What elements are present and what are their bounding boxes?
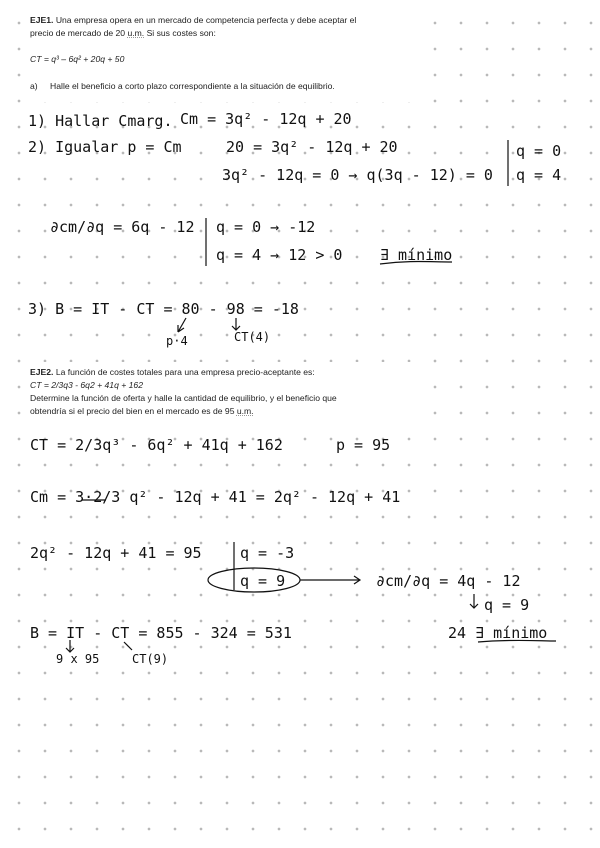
note-root-0: q = 0 [516,142,562,160]
note-root-4: q = 4 [516,166,562,184]
note-revenue: p·4 [166,334,188,348]
note-profit-2: B = IT - CT = 855 - 324 = 531 [30,624,292,642]
exercise-2-title: EJE2. [30,367,54,377]
arrow-q9 [470,594,478,608]
note-minimum: ∃ mínimo [380,246,453,264]
note-derivative-2: ∂cm/∂q = 4q - 12 [376,572,521,590]
note-ct4: CT(4) [234,330,271,344]
note-root-9: q = 9 [240,572,286,590]
exercise-1-intro-cont: precio de mercado de 20 [30,28,128,38]
note-eval-4: q = 4 → 12 > 0 [216,246,343,264]
note-minimum-2: 24 ∃ mínimo [448,624,548,642]
arrow-revenue [178,318,186,332]
note-equation-2: 2q² - 12q + 41 = 95 [30,544,202,562]
exercise-1-title: EJE1. [30,15,54,25]
arrow-ct4 [232,318,240,330]
exercise-2-text-cont: obtendría si el precio del bien en el mercado es de 95 [30,406,237,416]
exercise-1-intro-end: Si sus costes son: [144,28,216,38]
note-q9: q = 9 [484,596,530,614]
exercise-1-box [26,10,422,102]
arrow-to-derivative [300,576,360,584]
exercise-1-intro: Una empresa opera en un mercado de competencia perfecta y debe aceptar el [55,15,357,25]
exercise-2-intro: La función de costes totales para una empresa precio-aceptante es: [55,367,315,377]
exercise-2-box [26,362,422,426]
note-eval-0: q = 0 → -12 [216,218,316,236]
exercise-2-formula: CT = 2/3q3 - 6q2 + 41q + 162 [30,380,143,390]
note-price: p = 95 [336,436,391,454]
currency-unit: u.m. [127,28,145,38]
note-step-1: 1) Hallar Cmarg. [28,112,173,130]
note-step-2: 2) Igualar p = Cm [28,138,182,156]
note-root-neg3: q = -3 [240,544,295,562]
note-factor: 3q² - 12q = 0 → q(3q - 12) = 0 [222,166,493,184]
exercise-1-formula: CT = q³ – 6q² + 20q + 50 [30,54,125,64]
note-ct9: CT(9) [132,652,169,666]
currency-unit-2: u.m. [236,406,254,416]
item-a-text: Halle el beneficio a corto plazo correspondiente a la situación de equilibrio. [50,81,335,91]
note-profit: 3) B = IT - CT = 80 - 98 = -18 [28,300,299,318]
note-equation: 20 = 3q² - 12q + 20 [226,138,398,156]
exercise-2-text: Determine la función de oferta y halle la cantidad de equilibrio, y el beneficio que [30,393,337,403]
item-a-label: a) [30,81,38,91]
note-marginal-cost-2: Cm = 3·2/3 q² - 12q + 41 = 2q² - 12q + 41 [30,488,401,506]
tick-ct9 [124,642,132,650]
note-ct-function: CT = 2/3q³ - 6q² + 41q + 162 [30,436,283,454]
note-marginal-cost: Cm = 3q² - 12q + 20 [180,110,352,128]
note-derivative: ∂cm/∂q = 6q - 12 [50,218,195,236]
note-revenue-2: 9 x 95 [56,652,100,666]
